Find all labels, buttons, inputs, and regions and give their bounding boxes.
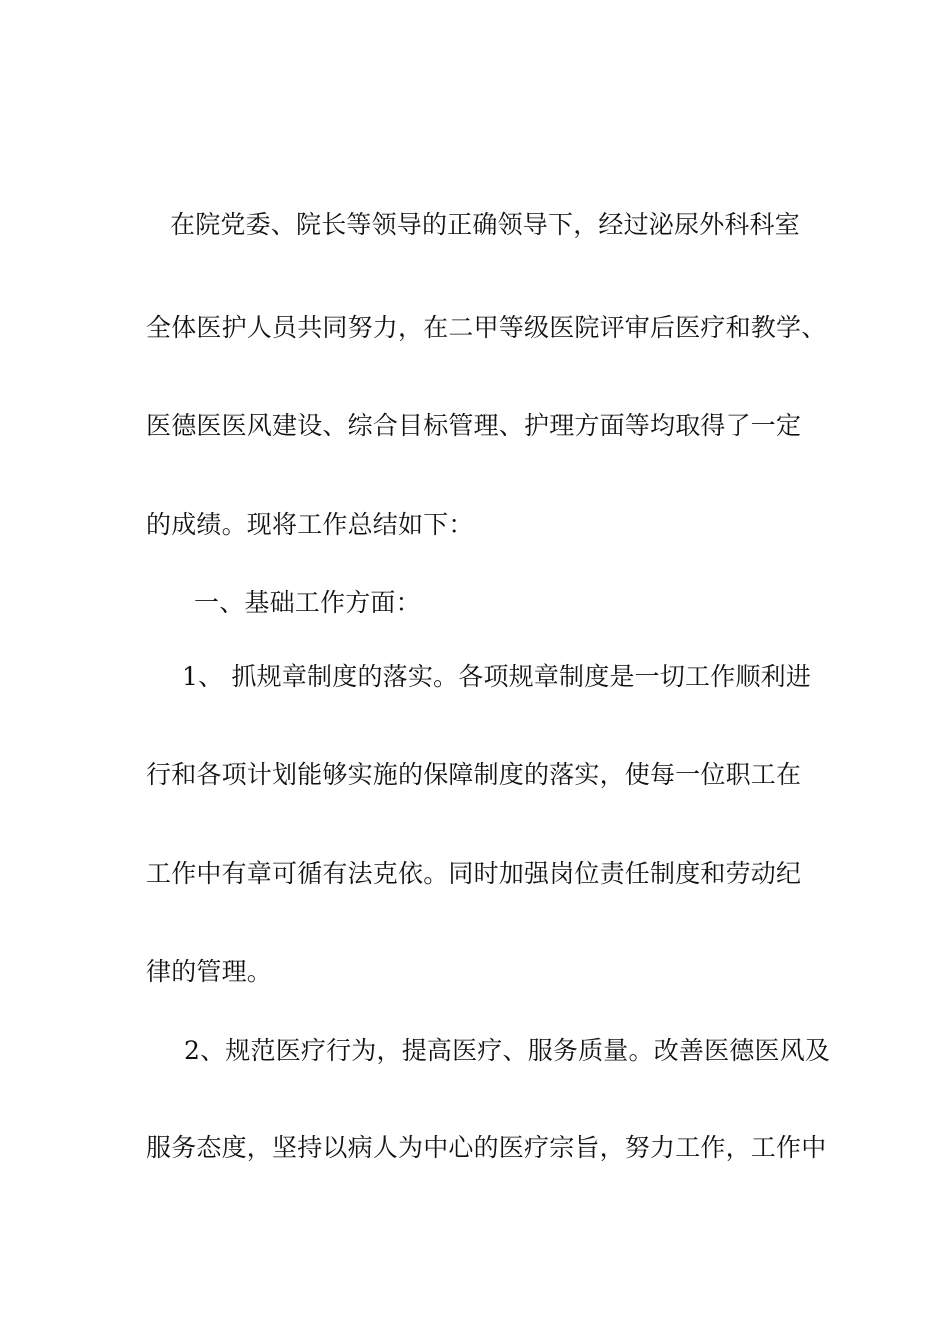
paragraph-line: 服务态度，坚持以病人为中心的医疗宗旨，努力工作，工作中: [146, 1133, 827, 1162]
section-heading: 一、基础工作方面：: [194, 588, 421, 617]
paragraph-line: 工作中有章可循有法克依。同时加强岗位责任制度和劳动纪: [146, 859, 802, 888]
paragraph-line: 2、规范医疗行为，提高医疗、服务质量。改善医德医风及: [184, 1036, 831, 1065]
paragraph-line: 行和各项计划能够实施的保障制度的落实，使每一位职工在: [146, 760, 802, 789]
paragraph-line: 全体医护人员共同努力，在二甲等级医院评审后医疗和教学、: [146, 313, 827, 342]
paragraph-line: 律的管理。: [146, 957, 273, 986]
paragraph-line: 医德医医风建设、综合目标管理、护理方面等均取得了一定: [146, 411, 802, 440]
paragraph-line: 的成绩。现将工作总结如下：: [146, 510, 474, 539]
paragraph-line: 在院党委、院长等领导的正确领导下，经过泌尿外科科室: [170, 210, 801, 239]
paragraph-line: 1、 抓规章制度的落实。各项规章制度是一切工作顺利进: [182, 662, 812, 691]
